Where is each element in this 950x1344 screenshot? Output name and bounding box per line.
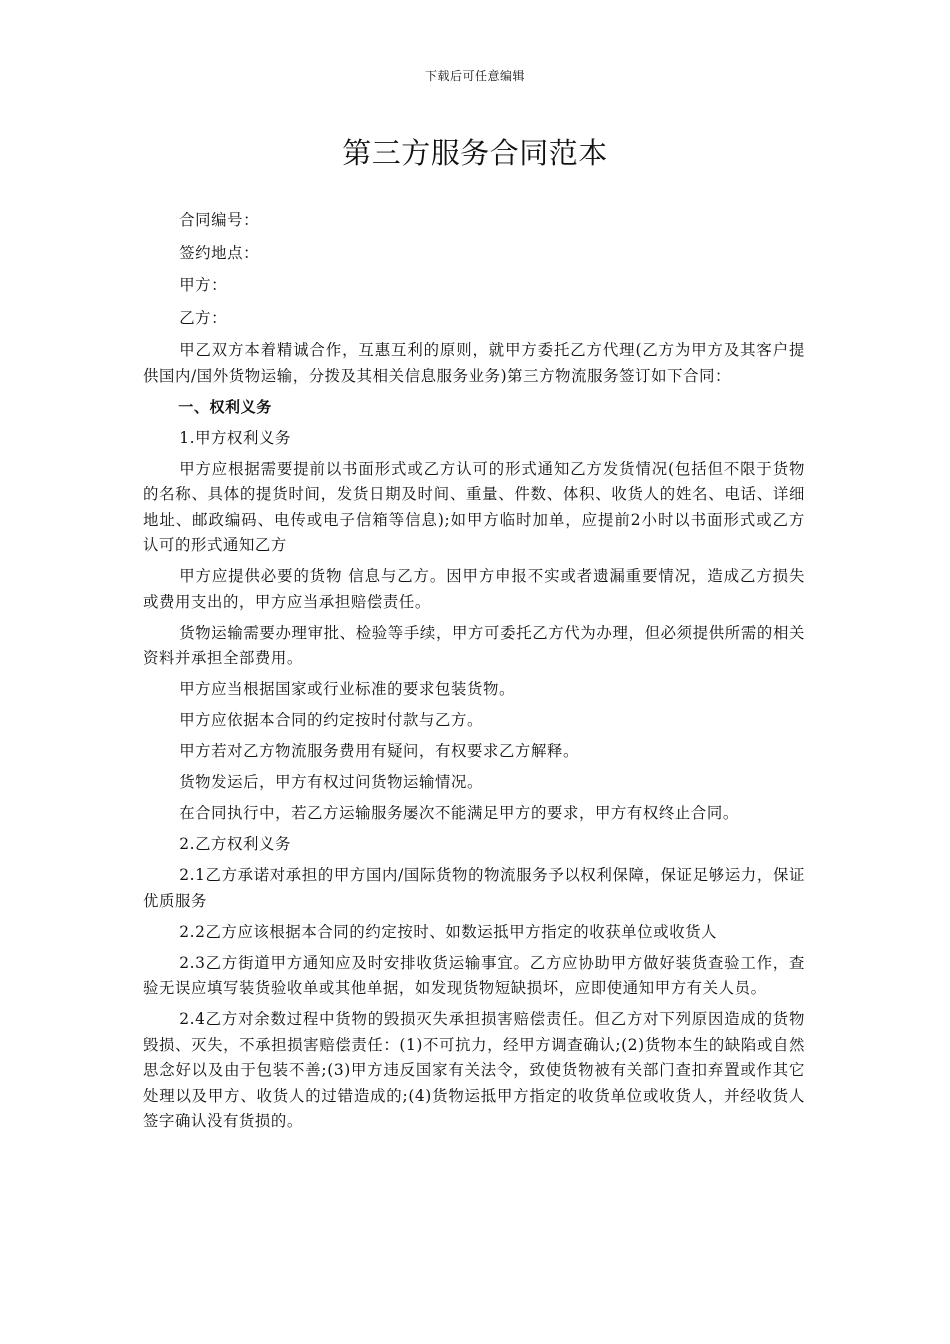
party-a-field: 甲方： [179,276,228,294]
contract-number-field: 合同编号： [179,211,260,229]
party-b-clause: 2.3乙方街道甲方通知应及时安排收货运输事宜。乙方应协助甲方做好装货查验工作，查验无误应填写装货验收单或其他单据，如发现货物短缺损坏，应即使通知甲方有关人员。 [143,953,805,997]
party-a-clause: 甲方应根据需要提前以书面形式或乙方认可的形式通知乙方发货情况(包括但不限于货物的名称、具体的提货时间，发货日期及时间、重量、件数、体积、收货人的姓名、电话、详细地址、邮政编码、电传或电子信箱等信息);如甲方临时加单，应提前2小时以书面形式或乙方认可的形式通知乙方 [143,459,805,554]
intro-paragraph: 甲乙双方本着精诚合作，互惠互利的原则，就甲方委托乙方代理(乙方为甲方及其客户提供国内/国外货物运输，分拨及其相关信息服务业务)第三方物流服务签订如下合同： [143,341,805,385]
party-b-clause: 2.4乙方对余数过程中货物的毁损灭失承担损害赔偿责任。但乙方对下列原因造成的货物毁损、灭失，不承担损害赔偿责任：(1)不可抗力，经甲方调查确认;(2)货物本生的缺陷或自然思念好以及由于包装不善;(3)甲方违反国家有关法令，致使货物被有关部门查扣弃置或作其它处理以及甲方、收货人的过错造成的;(4)货物运抵甲方指定的收货单位或收货人，并经收货人签字确认没有货损的。 [143,1010,805,1130]
party-a-subheading: 1.甲方权利义务 [179,428,292,447]
document-title: 第三方服务合同范本 [342,136,608,170]
party-a-clause: 货物发运后，甲方有权过问货物运输情况。 [179,773,484,791]
party-b-clause: 2.2乙方应该根据本合同的约定按时、如数运抵甲方指定的收获单位或收货人 [179,922,718,941]
signing-place-field: 签约地点： [179,243,260,262]
party-b-clause: 2.1乙方承诺对承担的甲方国内/国际货物的物流服务予以权利保障，保证足够运力，保证优质服务 [143,866,805,910]
party-a-clause: 甲方若对乙方物流服务费用有疑问，有权要求乙方解释。 [179,742,579,760]
party-a-clause: 货物运输需要办理审批、检验等手续，甲方可委托乙方代为办理，但必须提供所需的相关资料并承担全部费用。 [143,623,805,667]
party-a-clause: 在合同执行中，若乙方运输服务屡次不能满足甲方的要求，甲方有权终止合同。 [179,804,739,822]
section-heading-rights-obligations: 一、权利义务 [178,397,272,416]
party-a-clause: 甲方应提供必要的货物 信息与乙方。因甲方申报不实或者遗漏重要情况，造成乙方损失或费用支出的，甲方应当承担赔偿责任。 [143,567,805,611]
party-a-clause: 甲方应依据本合同的约定按时付款与乙方。 [179,711,484,729]
header-note: 下载后可任意编辑 [424,69,525,83]
party-a-clause: 甲方应当根据国家或行业标准的要求包装货物。 [179,680,515,698]
party-b-subheading: 2.乙方权利义务 [179,835,292,853]
document-body [143,208,805,1140]
party-b-field: 乙方： [179,308,228,327]
